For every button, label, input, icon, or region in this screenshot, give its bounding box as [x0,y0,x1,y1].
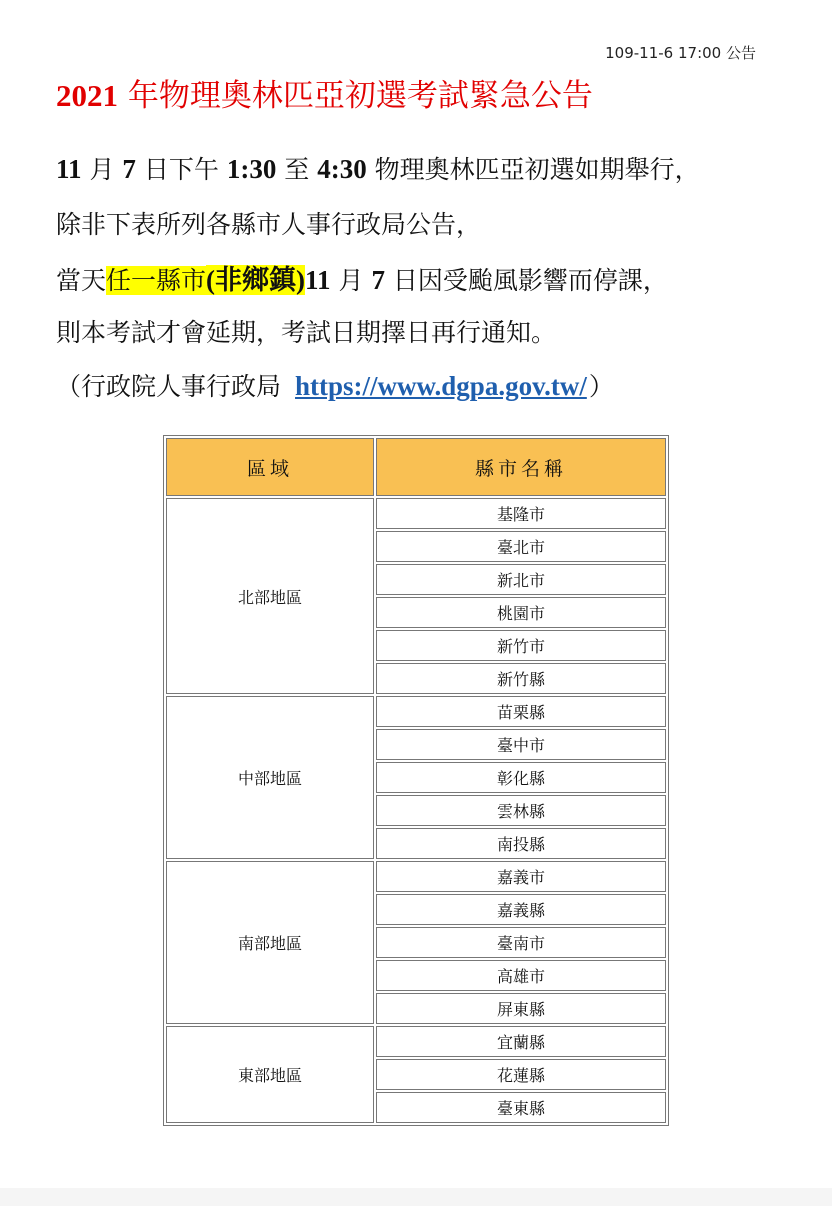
month-number: 11 [305,265,331,295]
table-row [166,861,666,892]
notice-line-4: 則本考試才會延期，考試日期擇日再行通知。 [56,318,557,347]
header-county: 縣市名稱 [376,438,666,496]
county-cell: 高雄市 [376,960,666,991]
day-number: 7 [371,265,385,295]
county-cell: 花蓮縣 [376,1059,666,1090]
title-text: 年物理奧林匹亞初選考試緊急公告 [118,78,593,114]
highlight-any-county: 任一縣市 [106,266,207,295]
region-cell: 東部地區 [166,1026,374,1123]
region-cell: 中部地區 [166,696,374,859]
county-cell: 苗栗縣 [376,696,666,727]
county-cell: 臺中市 [376,729,666,760]
month-number: 11 [56,154,82,184]
table-body [166,498,666,1123]
to-label: 至 [276,155,318,184]
table-row [166,498,666,529]
table-header-row [166,438,666,496]
county-cell: 嘉義縣 [376,894,666,925]
county-cell: 新竹市 [376,630,666,661]
end-time: 4:30 [317,154,367,184]
dgpa-link[interactable]: https://www.dgpa.gov.tw/ [295,371,587,401]
notice-line-3 [56,258,668,297]
county-cell: 基隆市 [376,498,666,529]
region-cell: 北部地區 [166,498,374,694]
notice-line-5 [56,367,614,403]
table-row [166,1026,666,1057]
page-title [56,70,593,115]
title-year: 2021 [56,78,118,113]
notice-line-1 [56,150,700,186]
line-3-tail: 日因受颱風影響而停課， [384,266,668,295]
start-time: 1:30 [226,154,277,184]
county-cell: 臺東縣 [376,1092,666,1123]
line-3-prefix: 當天 [56,266,107,295]
day-number: 7 [122,154,136,184]
county-cell: 嘉義市 [376,861,666,892]
highlight-not-township: (非鄉鎮) [206,265,306,295]
county-cell: 桃園市 [376,597,666,628]
county-cell: 臺北市 [376,531,666,562]
region-county-table [163,435,669,1126]
county-cell: 臺南市 [376,927,666,958]
announcement-timestamp: 109-11-6 17:00 公告 [605,44,756,62]
region-cell: 南部地區 [166,861,374,1024]
closing-paren: ） [588,372,614,401]
county-cell: 新竹縣 [376,663,666,694]
line-1-tail: 物理奧林匹亞初選如期舉行， [366,155,700,184]
county-cell: 雲林縣 [376,795,666,826]
day-label: 日下午 [135,155,227,184]
month-label: 月 [81,155,123,184]
county-cell: 彰化縣 [376,762,666,793]
header-region: 區域 [166,438,374,496]
dgpa-label: （行政院人事行政局 [56,372,282,401]
county-cell: 新北市 [376,564,666,595]
notice-line-2: 除非下表所列各縣市人事行政局公告， [56,210,482,239]
county-cell: 宜蘭縣 [376,1026,666,1057]
page-bottom-band [0,1188,832,1206]
county-cell: 南投縣 [376,828,666,859]
month-label: 月 [330,266,372,295]
table-row [166,696,666,727]
county-cell: 屏東縣 [376,993,666,1024]
